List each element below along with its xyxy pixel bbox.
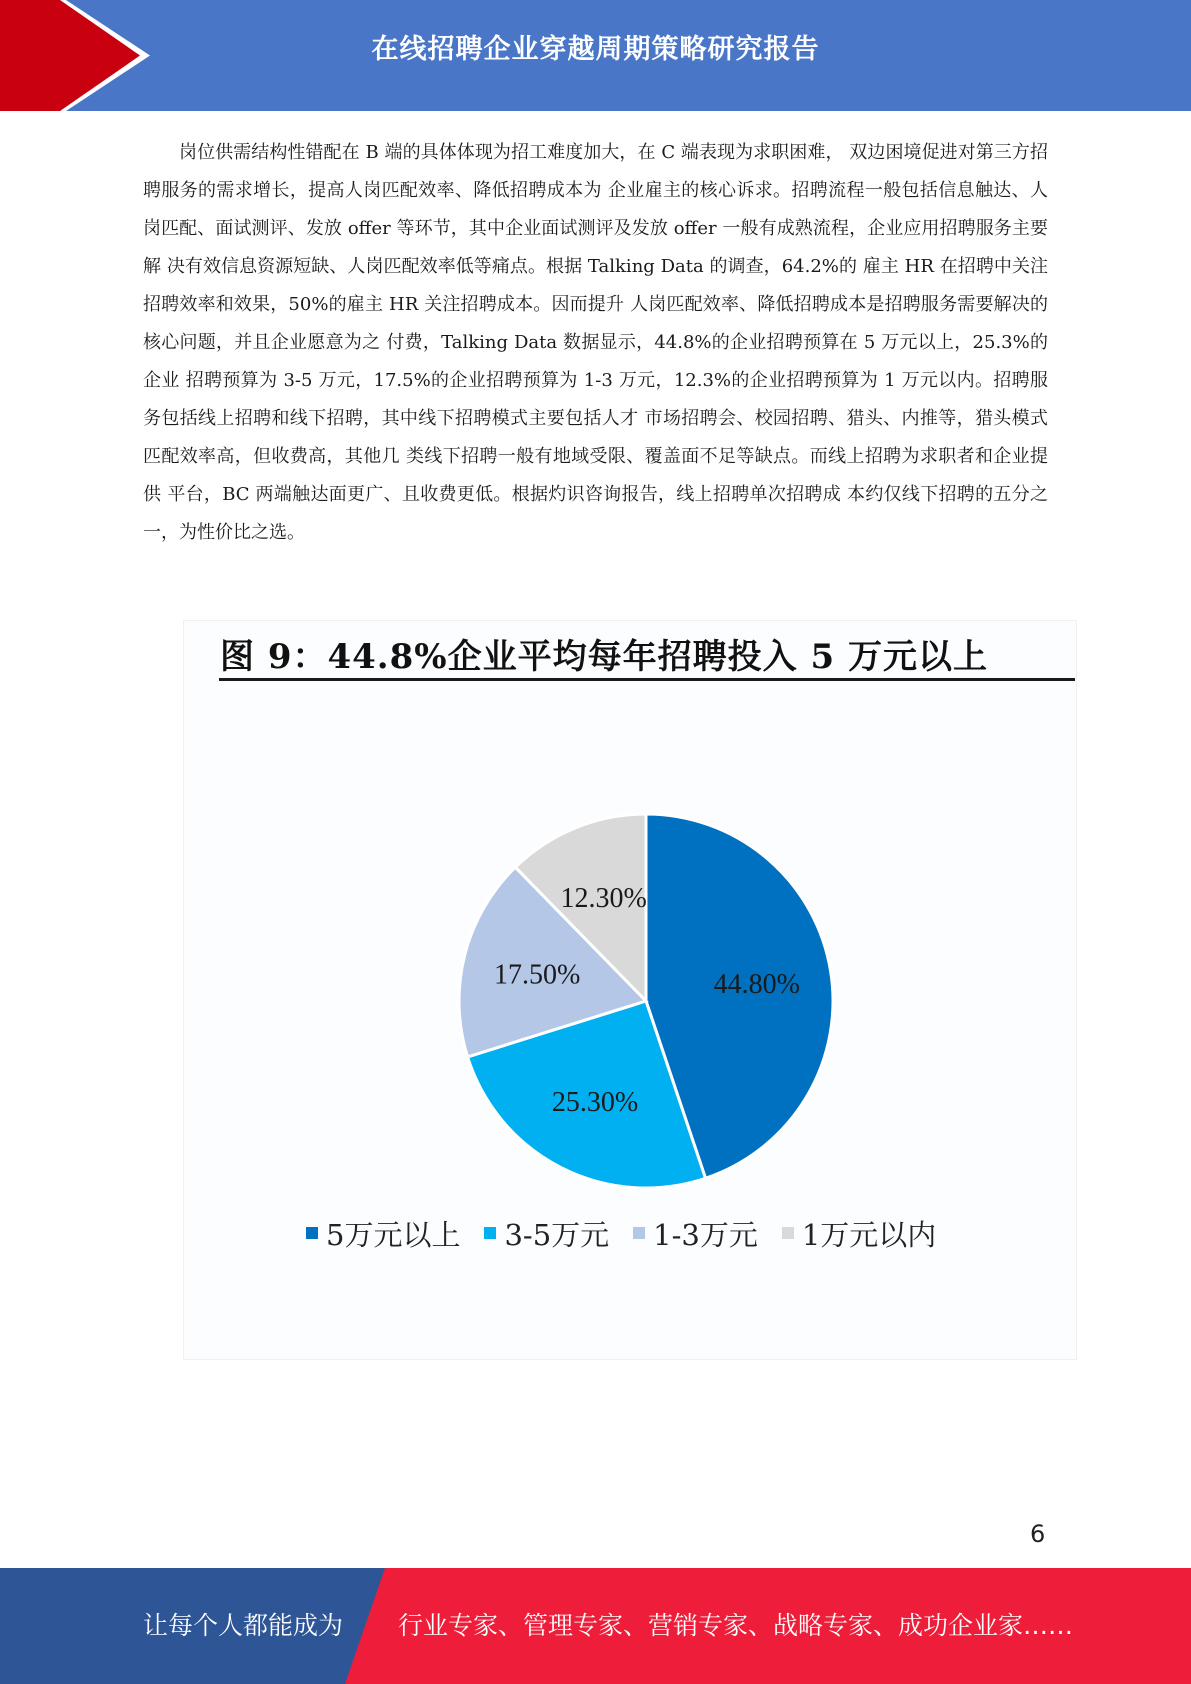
pie-slice-label-2: 25.30% [551,1086,639,1118]
page-header [0,0,1191,111]
pie-slice-label-4: 12.30% [560,883,647,915]
pie-slice-label-3: 17.50% [494,959,581,991]
legend-label-1: 5万元以上 [326,1217,461,1252]
legend-swatch-2 [484,1227,496,1239]
legend-swatch-1 [306,1227,318,1239]
figure-9 [183,620,1077,1360]
pie-slice-label-1: 44.80% [713,968,800,1000]
legend-label-4: 1万元以内 [801,1217,937,1252]
figure-title: 图 9：44.8%企业平均每年招聘投入 5 万元以上 [220,637,988,677]
legend-swatch-4 [782,1227,794,1239]
legend-item-2 [484,1213,609,1254]
legend-swatch-3 [633,1227,645,1239]
page-number: 6 [1030,1520,1046,1548]
legend-label-2: 3-5万元 [504,1217,610,1252]
legend-item-1 [306,1213,460,1254]
footer-slogan-left: 让每个人都能成为 [143,1611,344,1640]
legend-label-3: 1-3万元 [653,1217,758,1252]
legend-item-4 [782,1213,936,1254]
body-paragraph-1: 岗位供需结构性错配在 B 端的具体体现为招工难度加大，在 C 端表现为求职困难， 双边困境促进对第三方招聘服务的需求增长，提高人岗匹配效率、降低招聘成本为 企业雇主的核心诉求。招聘流程一般包括信息触达、人岗匹配、面试测评、发放 offer 等环节，其中企业面试测评及发放 offer 一般有成熟流程，企业应用招聘服务主要解 决有效信息资源短缺、人岗匹配效率低等痛点。根据 Talking Data 的调查，64.2%的 雇主 HR 在招聘中关注招聘效率和效果，50%的雇主 HR 关注招聘成本。因而提升 人岗匹配效率、降低招聘成本是招聘服务需要解决的核心问题，并且企业愿意为之 付费，Talking Data 数据显示，44.8%的企业招聘预算在 5 万元以上，25.3%的企业 招聘预算为 3-5 万元，17.5%的企业招聘预算为 1-3 万元，12.3%的企业招聘预算为 1 万元以内。招聘服务包括线上招聘和线下招聘，其中线下招聘模式主要包括人才 市场招聘会、校园招聘、猎头、内推等，猎头模式匹配效率高，但收费高，其他几 类线下招聘一般有地域受限、覆盖面不足等缺点。而线上招聘为求职者和企业提供 平台，BC 两端触达面更广、且收费更低。根据灼识咨询报告，线上招聘单次招聘成 本约仅线下招聘的五分之一，为性价比之选。 [143,142,1048,543]
chart-legend [306,1213,960,1253]
page-footer [0,1568,1191,1684]
legend-item-3 [633,1213,758,1254]
footer-slogan-right: 行业专家、管理专家、营销专家、战略专家、成功企业家…… [398,1611,1074,1640]
report-title: 在线招聘企业穿越周期策略研究报告 [371,34,820,65]
